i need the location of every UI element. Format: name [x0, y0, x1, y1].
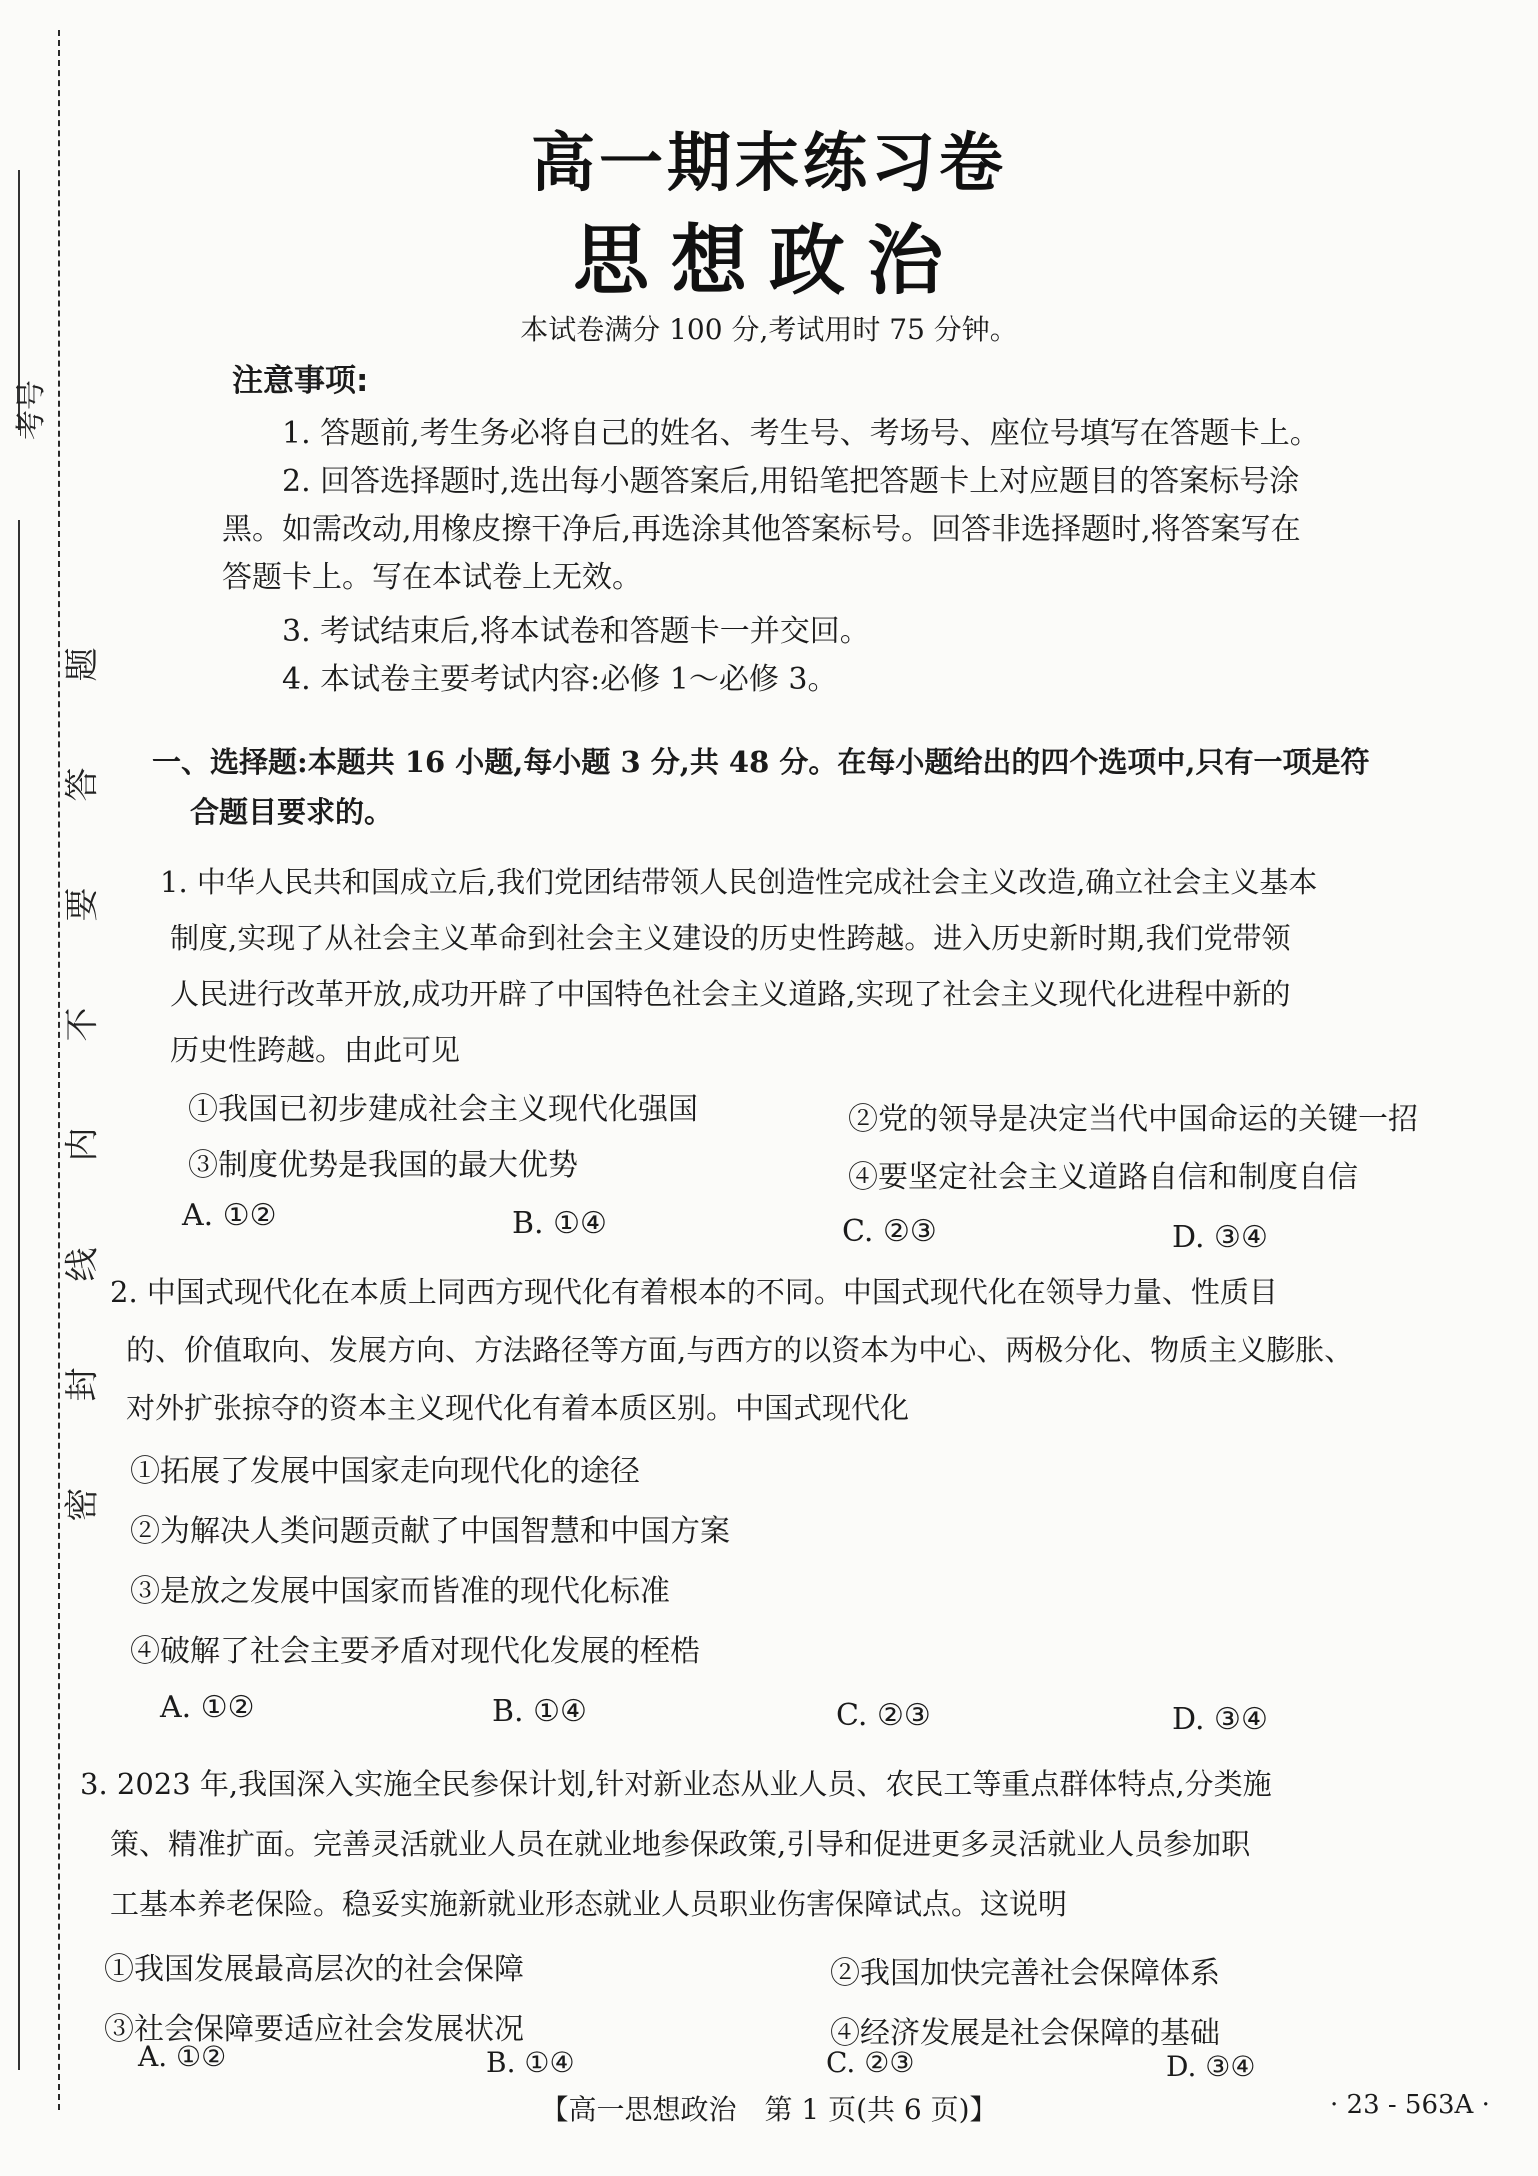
answer-option: D. ③④: [1166, 2050, 1256, 2083]
page-footer: 【高一思想政治 第 1 页(共 6 页)】: [540, 2093, 998, 2126]
notice-line: 3. 考试结束后,将本试卷和答题卡一并交回。: [282, 614, 870, 649]
question-stem: 人民进行改革开放,成功开辟了中国特色社会主义道路,实现了社会主义现代化进程中新的: [170, 977, 1291, 1011]
seal-char: 线: [62, 1247, 103, 1282]
question-item: ①拓展了发展中国家走向现代化的途径: [130, 1454, 640, 1489]
answer-option: D. ③④: [1172, 1220, 1268, 1255]
answer-option: C. ②③: [842, 1214, 937, 1249]
seal-char: 密: [62, 1487, 103, 1522]
question-stem: 3. 2023 年,我国深入实施全民参保计划,针对新业态从业人员、农民工等重点群体特点,分类施: [80, 1767, 1272, 1801]
seal-char: 内: [62, 1127, 103, 1162]
question-stem: 的、价值取向、发展方向、方法路径等方面,与西方的以资本为中心、两极分化、物质主义膨胀、: [126, 1333, 1354, 1367]
exam-info: 本试卷满分 100 分,考试用时 75 分钟。: [520, 313, 1018, 346]
answer-option: C. ②③: [826, 2046, 915, 2079]
seal-char: 题: [62, 647, 103, 682]
question-stem: 策、精准扩面。完善灵活就业人员在就业地参保政策,引导和促进更多灵活就业人员参加职: [110, 1827, 1251, 1861]
section-heading: 一、选择题:本题共 16 小题,每小题 3 分,共 48 分。在每小题给出的四个选项中,只有一项是符: [152, 745, 1370, 779]
question-item: ④破解了社会主要矛盾对现代化发展的桎梏: [130, 1634, 700, 1669]
answer-option: B. ①④: [486, 2046, 575, 2079]
answer-option: A. ①②: [160, 1690, 255, 1725]
notice-line: 答题卡上。写在本试卷上无效。: [222, 560, 642, 595]
answer-option: D. ③④: [1172, 1702, 1268, 1737]
answer-option: B. ①④: [512, 1206, 607, 1241]
question-stem: 历史性跨越。由此可见: [170, 1033, 461, 1067]
exam-title: 高一期末练习卷: [531, 126, 1007, 201]
question-stem: 制度,实现了从社会主义革命到社会主义建设的历史性跨越。进入历史新时期,我们党带领: [170, 921, 1291, 955]
question-stem: 1. 中华人民共和国成立后,我们党团结带领人民创造性完成社会主义改造,确立社会主义基本: [160, 865, 1318, 899]
paper-code: · 23 - 563A ·: [1330, 2090, 1490, 2120]
notice-line: 黑。如需改动,用橡皮擦干净后,再选涂其他答案标号。回答非选择题时,将答案写在: [222, 512, 1301, 547]
question-item: ②我国加快完善社会保障体系: [830, 1956, 1220, 1991]
question-item: ②党的领导是决定当代中国命运的关键一招: [848, 1102, 1418, 1137]
question-item: ④经济发展是社会保障的基础: [830, 2016, 1220, 2051]
notice-line: 2. 回答选择题时,选出每小题答案后,用铅笔把答题卡上对应题目的答案标号涂: [282, 464, 1300, 499]
question-stem: 对外扩张掠夺的资本主义现代化有着本质区别。中国式现代化: [126, 1391, 910, 1425]
section-heading: 合题目要求的。: [190, 795, 394, 829]
question-item: ③制度优势是我国的最大优势: [188, 1148, 578, 1183]
seal-char: 答: [62, 767, 103, 802]
question-item: ③是放之发展中国家而皆准的现代化标准: [130, 1574, 670, 1609]
question-stem: 工基本养老保险。稳妥实施新就业形态就业人员职业伤害保障试点。这说明: [110, 1887, 1068, 1921]
answer-option: B. ①④: [492, 1694, 587, 1729]
notice-line: 1. 答题前,考生务必将自己的姓名、考生号、考场号、座位号填写在答题卡上。: [282, 416, 1320, 451]
question-item: ①我国发展最高层次的社会保障: [104, 1952, 524, 1987]
seal-char: 要: [62, 887, 103, 922]
subject-title: 思想政治: [573, 216, 965, 305]
seal-char: 不: [62, 1007, 103, 1042]
exam-number-label: 考号: [14, 380, 49, 440]
question-item: ①我国已初步建成社会主义现代化强国: [188, 1092, 698, 1127]
seal-char: 封: [62, 1367, 103, 1402]
question-stem: 2. 中国式现代化在本质上同西方现代化有着根本的不同。中国式现代化在领导力量、性质目: [110, 1275, 1278, 1309]
question-item: ④要坚定社会主义道路自信和制度自信: [848, 1160, 1358, 1195]
answer-option: A. ①②: [182, 1198, 277, 1233]
answer-option: A. ①②: [138, 2040, 227, 2073]
answer-option: C. ②③: [836, 1698, 931, 1733]
question-item: ③社会保障要适应社会发展状况: [104, 2012, 524, 2047]
notice-line: 4. 本试卷主要考试内容:必修 1～必修 3。: [282, 662, 838, 697]
notice-heading: 注意事项:: [232, 363, 369, 399]
question-item: ②为解决人类问题贡献了中国智慧和中国方案: [130, 1514, 730, 1549]
margin-rule: [18, 520, 20, 2070]
